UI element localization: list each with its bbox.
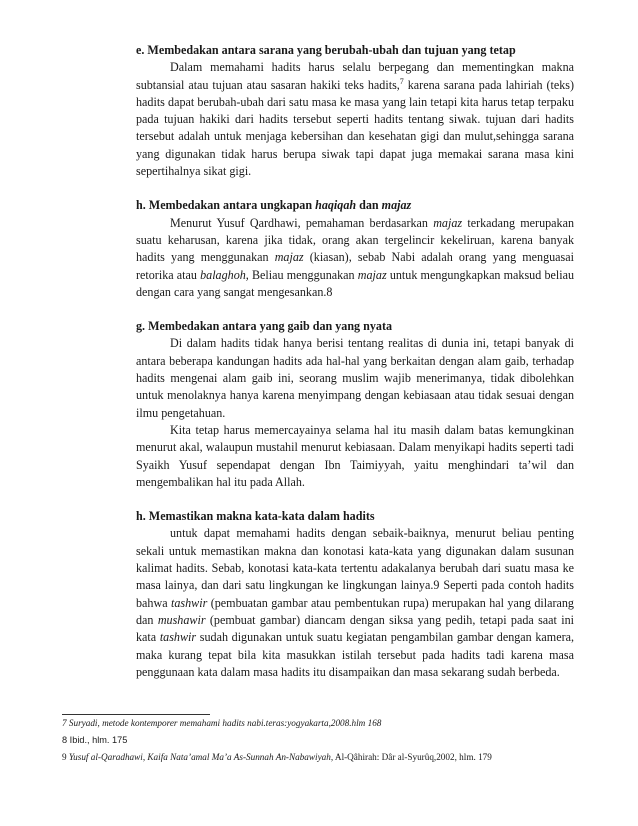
paragraph	[136, 59, 574, 180]
footnote-title: Yusuf al-Qaradhawi, Kaifa Nata’amal Ma’a As-Sunnah An-Nabawiyah,	[68, 752, 334, 762]
section-heading	[136, 197, 574, 214]
footnotes	[62, 714, 582, 766]
section-g	[136, 318, 574, 491]
footnote-text: Al-Qâhirah: Dâr al-Syurûq,2002, hlm. 179	[333, 752, 492, 762]
section-heading: h. Memastikan makna kata-kata dalam hadits	[136, 509, 375, 524]
italic-term: tashwir	[159, 630, 197, 645]
paragraph-text: (pembuat gambar) diancam dengan siksa yang pedih, tetapi pada saat ini kata	[136, 612, 574, 645]
footnote-7	[62, 715, 582, 732]
heading-term: haqiqah	[315, 198, 357, 213]
footnote-ref: 7	[399, 76, 404, 86]
paragraph-text: untuk mengungkapkan maksud beliau dengan cara yang sangat mengesankan.8	[136, 267, 574, 299]
italic-term: balaghoh,	[200, 267, 249, 282]
footnote-8: 8 Ibid., hlm. 175	[62, 735, 128, 745]
italic-term: majaz	[357, 267, 387, 282]
italic-term: mushawir	[157, 612, 206, 627]
footnote-number: 9	[62, 752, 67, 762]
section-e	[136, 42, 574, 180]
section-heading: g. Membedakan antara yang gaib dan yang nyata	[136, 319, 393, 334]
paragraph-text: terkadang merupakan suatu keharusan, karena jika tidak, orang akan tergelincir kekeliruan, karena banyak hadits yang menggunakan	[136, 215, 575, 265]
paragraph-text: karena sarana pada lahiriah (teks) hadits dapat berubah-ubah dari satu masa ke masa yang lain tetapi kita harus tetap terpaku pada tujuan hakiki dari hadits tersebut seperti hadits tentang siwak. tujuan dari hadits tersebut adalah untuk menjaga kebersihan dan kesehatan gigi dan mulut,sehingga sarana yang digunakan tidak harus berupa siwak tapi dapat juga memakai sarana masa kini sepertihalnya sikat gigi.	[136, 77, 574, 179]
heading-term: majaz	[381, 198, 412, 213]
paragraph	[136, 525, 574, 681]
paragraph-text: sudah digunakan untuk suatu kegiatan pengambilan gambar dengan kamera, maka kurang tepat bila kita masukkan istilah tersebut pada hadits tadi karena masa penggunaan kata dalam masa hadits itu disampaikan dan masa sekarang sudah berbeda.	[136, 630, 574, 679]
paragraph-text: Beliau menggunakan	[248, 267, 358, 282]
section-h-majaz	[136, 197, 574, 301]
italic-term: tashwir	[171, 595, 208, 610]
section-heading: e. Membedakan antara sarana yang berubah-ubah dan tujuan yang tetap	[136, 43, 516, 57]
heading-text: h. Membedakan antara ungkapan	[136, 198, 316, 213]
footnote-9	[62, 749, 582, 766]
section-h-makna	[136, 508, 574, 681]
paragraph-text: (kiasan), sebab Nabi adalah orang yang menguasai retorika atau	[136, 250, 574, 282]
paragraph-text: Dalam memahami hadits harus selalu berpegang dan mementingkan makna subtansial atau tujuan atau sasaran hakiki teks hadits,	[136, 60, 574, 92]
heading-text: dan	[356, 198, 382, 213]
italic-term: majaz	[433, 215, 463, 230]
paragraph-text: (pembuatan gambar atau pembentukan rupa) merupakan hal yang dilarang dan	[136, 595, 574, 627]
paragraph-text: Menurut Yusuf Qardhawi, pemahaman berdasarkan	[170, 215, 434, 230]
footnote-text: 7 Suryadi, metode kontemporer memahami hadits nabi.teras:yogyakarta,2008.hlm 168	[62, 718, 382, 728]
paragraph-text: untuk dapat memahami hadits dengan sebaik-baiknya, menurut beliau penting sekali untuk memastikan makna dan konotasi kata-kata yang digunakan dalam susunan kalimat hadits. Sebab, konotasi kata-kata tertentu adakalanya berubah dari suatu masa ke masa lainya, dan dari satu lingkungan ke lingkungan lainya.9 Seperti pada contoh hadits bahwa	[136, 526, 574, 610]
italic-term: majaz	[274, 250, 304, 265]
main-text	[136, 42, 574, 698]
paragraph: Di dalam hadits tidak hanya berisi tentang realitas di dunia ini, tetapi banyak di antara beberapa kandungan hadits ada hal-hal yang berkaitan dengan alam gaib, terhadap hadits mengenai alam gaib ini, seorang muslim wajib menerimanya, tidak dibolehkan untuk menolaknya hanya karena menyimpang dengan kebiasaan atau tidak sesuai dengan ilmu pengetahuan.	[136, 336, 574, 420]
paragraph	[136, 215, 574, 301]
paragraph: Kita tetap harus memercayainya selama hal itu masih dalam batas kemungkinan menurut akal, walaupun mustahil menurut kebiasaan. Dalam menyikapi hadits seperti tadi Syaikh Yusuf sependapat dengan Ibn Taimiyyah, yaitu menghindari ta’wil dan mengembalikan hal itu pada Allah.	[136, 422, 574, 489]
